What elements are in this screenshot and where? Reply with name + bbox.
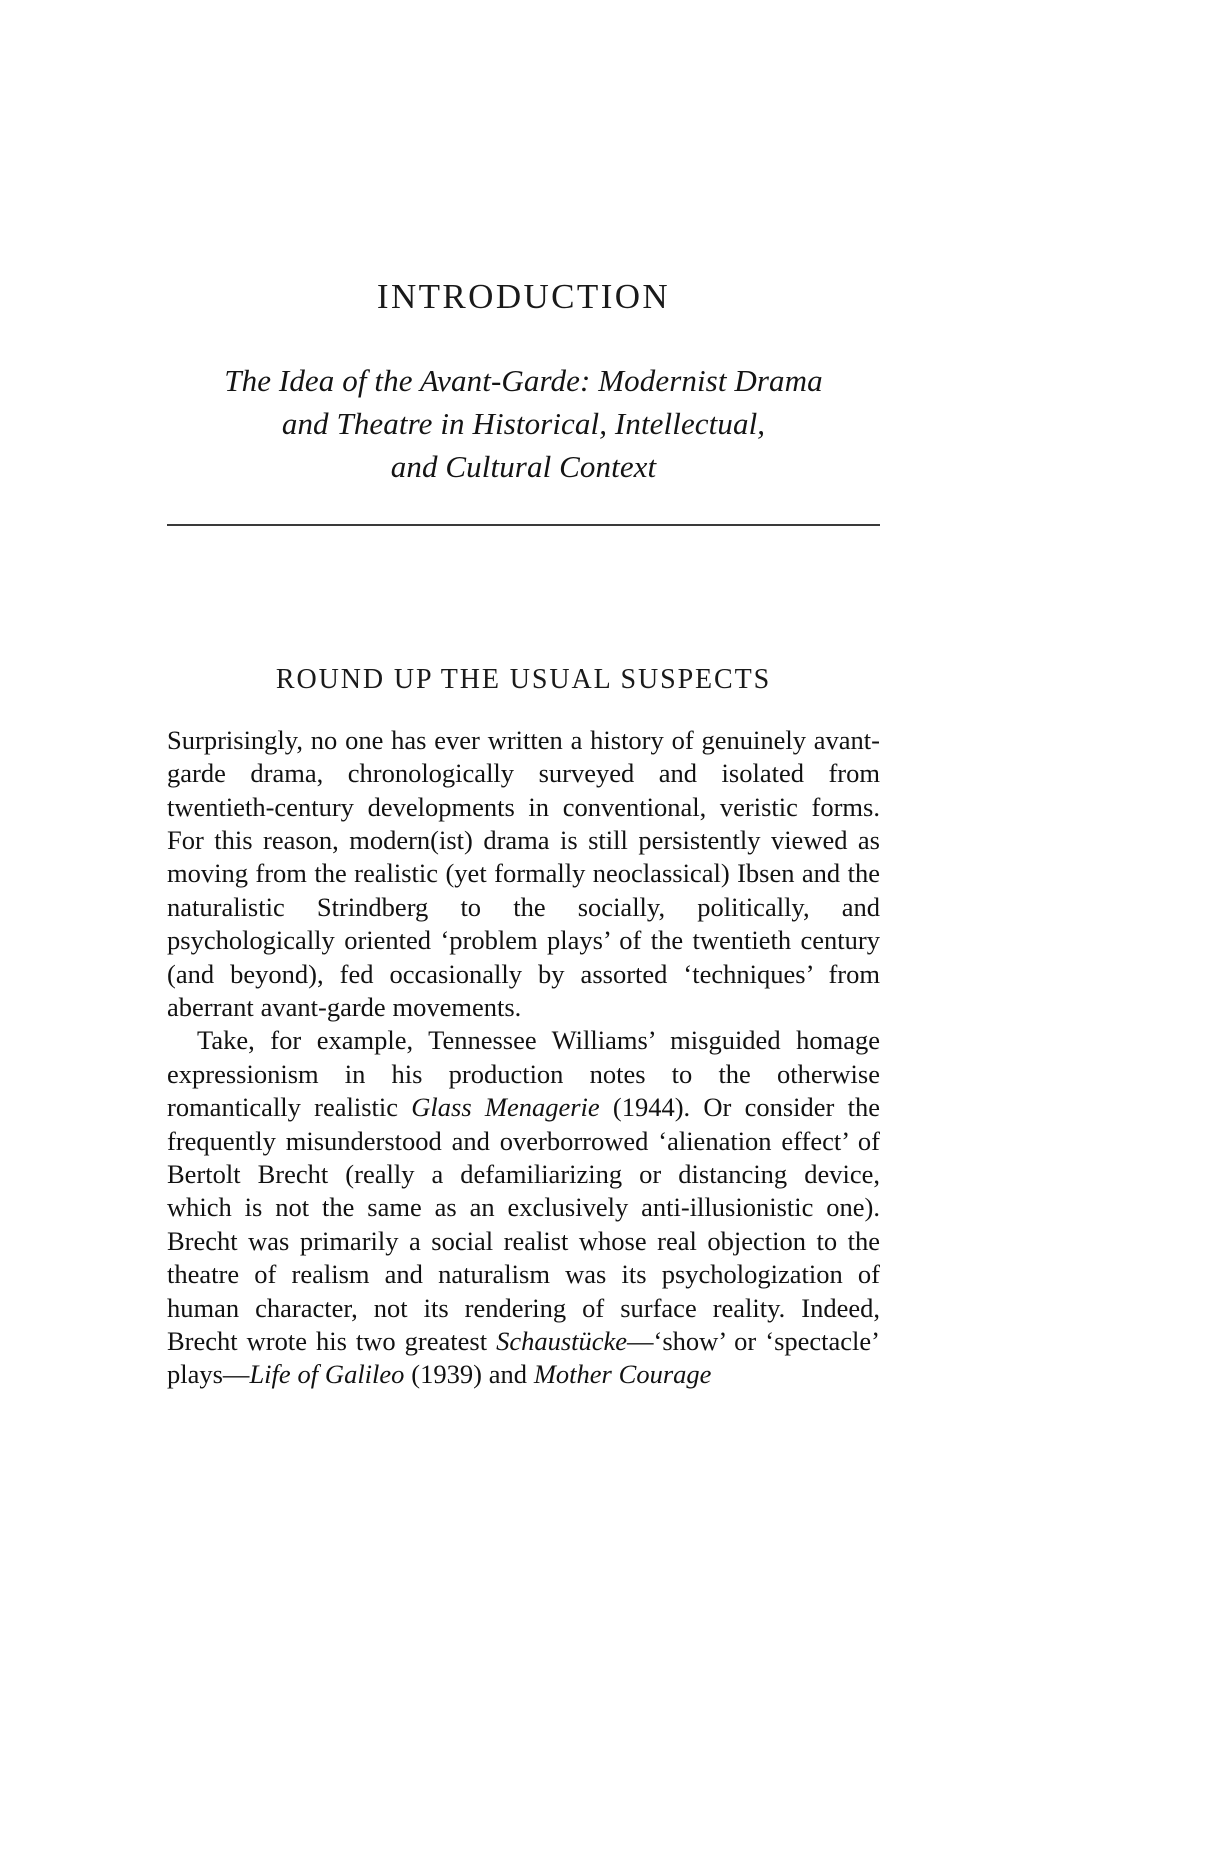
- chapter-subtitle: [167, 359, 880, 488]
- chapter-subtitle-line-1: The Idea of the Avant-Garde: Modernist Drama: [224, 362, 823, 398]
- opener-divider-rule: [167, 524, 880, 526]
- body-text-run: (1939) and: [404, 1359, 534, 1390]
- body-text-run: (1944). Or consider the frequently misunderstood and overborrowed ‘alienation effect’ of Bertolt Brecht (really a defamiliarizing or distancing device, which is not the same as an exclusively anti-illusionistic one). Brecht was primarily a social realist whose real objection to the theatre of realism and naturalism was its psychologization of human character, not its rendering of surface reality. Indeed, Brecht wrote his two greatest: [167, 1092, 880, 1356]
- italic-title: Life of Galileo: [249, 1359, 405, 1390]
- body-text-run: Surprisingly, no one has ever written a history of genuinely avant-garde drama, chronologically surveyed and isolated from twentieth-century developments in conventional, veristic forms. For this reason, modern(ist) drama is still persistently viewed as moving from the realistic (yet formally neoclassical) Ibsen and the naturalistic Strindberg to the socially, politically, and psychologically oriented ‘problem plays’ of the twentieth century (and beyond), fed occasionally by assorted ‘techniques’ from aberrant avant-garde movements.: [167, 724, 880, 1022]
- text-column: [167, 0, 880, 1392]
- chapter-label: INTRODUCTION: [376, 277, 671, 316]
- italic-title: Glass Menagerie: [411, 1092, 600, 1123]
- paragraph-2: [167, 1024, 880, 1391]
- body-text-run: —‘show’ or ‘spectacle’ plays—: [167, 1326, 881, 1390]
- chapter-subtitle-line-3: and Cultural Context: [390, 448, 657, 484]
- body-text-run: Take, for example, Tennessee Williams’ misguided homage expressionism in his production notes to the otherwise romantically realistic: [167, 1025, 880, 1123]
- chapter-subtitle-line-2: and Theatre in Historical, Intellectual,: [281, 405, 766, 441]
- body-copy: [167, 724, 880, 1392]
- italic-title: Schaustücke: [496, 1326, 628, 1356]
- section-heading: ROUND UP THE USUAL SUSPECTS: [275, 663, 772, 695]
- italic-title: Mother Courage: [533, 1359, 712, 1390]
- paragraph-1: [167, 724, 880, 1025]
